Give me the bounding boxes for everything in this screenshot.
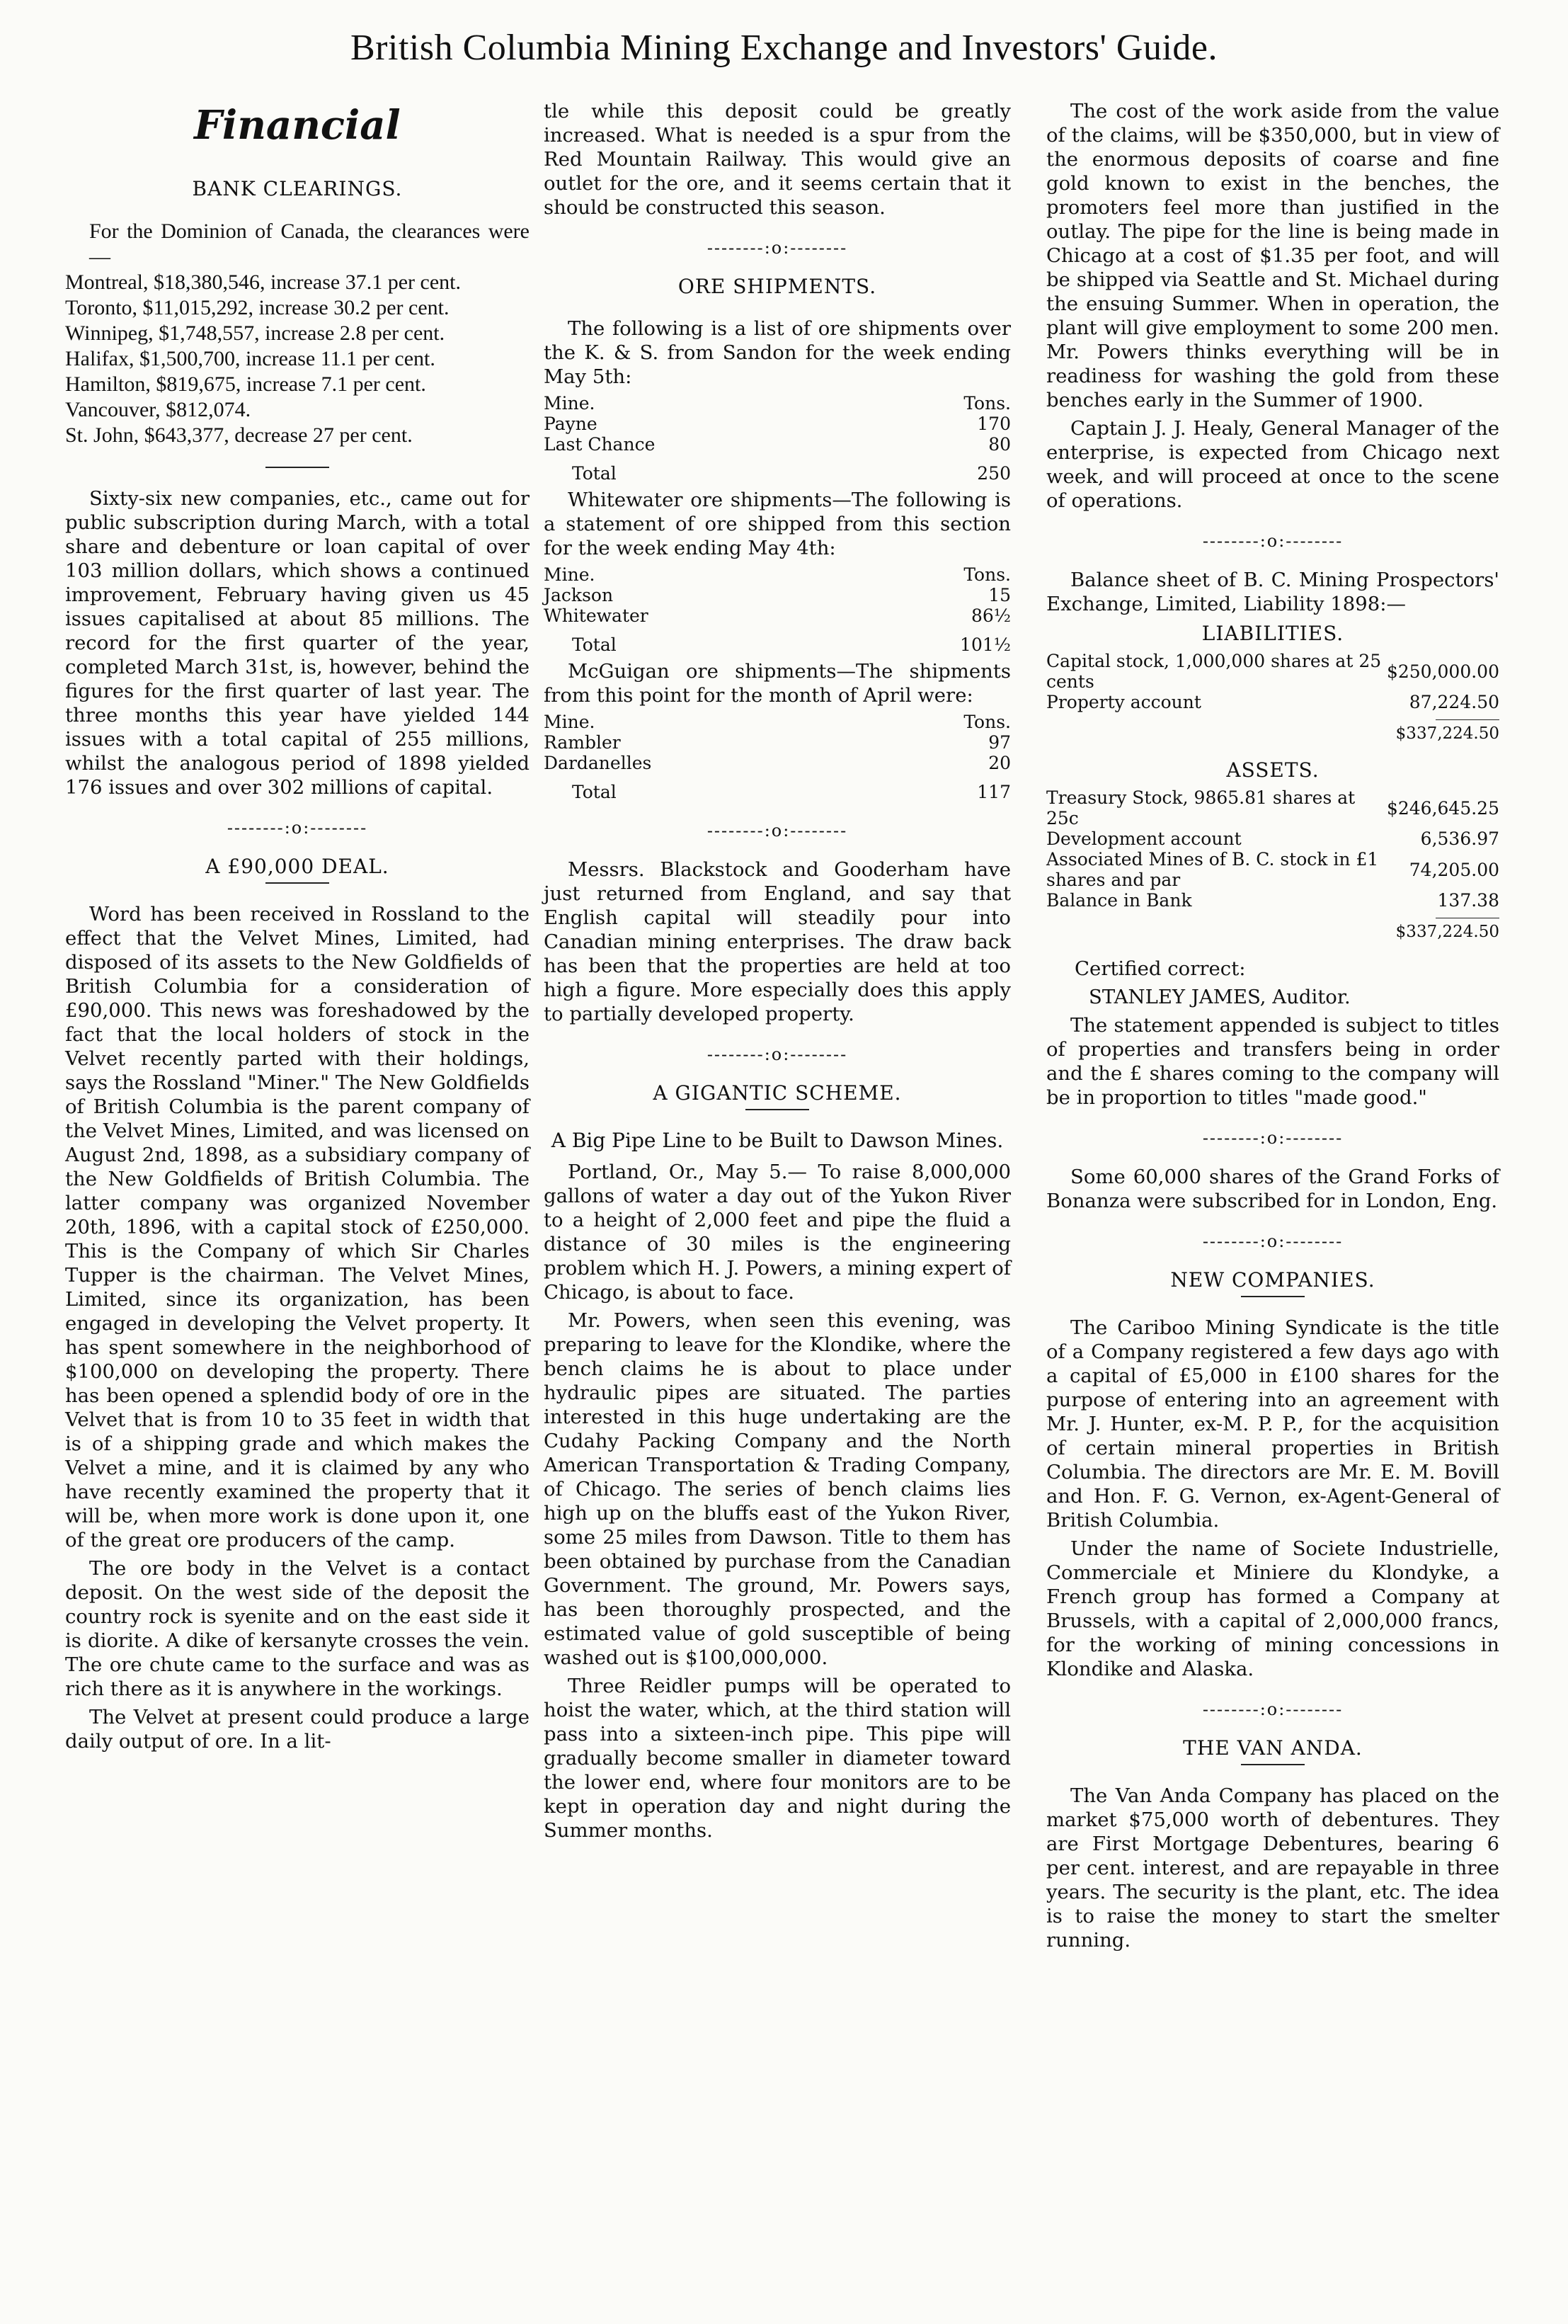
new-companies-paragraph: Sixty-six new companies, etc., came out for public subscription during March, with a total share and debenture or loan capital of over 103 million dollars, which shows a continued improvement, February having given us 45 issues capitalised at about 85 millions. The record for the first quarter of the year, completed March 31st, is, however, behind the figures for the first quarter of last year. The three months this year have yielded 144 issues with a total capital of 255 millions, whilst the analogous period of 1898 yielded 176 issues and over 302 millions of capital. [65,487,530,799]
mine-name: Payne [544,414,597,434]
mcguigan-table [544,712,1011,802]
asset-label: Development account [1046,828,1242,849]
mine-name: Jackson [544,585,614,605]
separator: --------:o:-------- [227,818,368,838]
mine-name: Last Chance [544,434,656,455]
clearing-line: Halifax, $1,500,700, increase 11.1 per cent. [65,347,435,370]
whitewater-intro: Whitewater ore shipments—The following is a statement of ore shipped from this section for the week ending May 4th: [544,489,1011,559]
balance-note: The statement appended is subject to titles of properties and transfers being in order and the £ shares coming to the company will be in proportion to titles "made good." [1046,1014,1499,1109]
assets-total: $337,224.50 [1395,923,1499,941]
clearing-line: Hamilton, $819,675, increase 7.1 per cent. [65,372,426,396]
divider [1241,1296,1305,1297]
gigantic-paragraph: The cost of the work aside from the value of the claims, will be $350,000, but in view of the enormous deposits of coarse and fine gold known to exist in the benches, the promoters feel more than justified in the outlay. The pipe for the line is being made in Chicago at a cost of $1.35 per foot, and will be shipped via Seattle and St. Michael during the ensuing Summer. When in operation, the plant will give employment to some 200 men. Mr. Powers thinks everything will be in readiness for washing the gold from these benches early in the Summer of 1900. [1046,100,1499,411]
blackstock-paragraph: Messrs. Blackstock and Gooderham have just returned from England, and say that English capital will steadily pour into Canadian mining enterprises. The draw back has been that the properties are held at too high a figure. More especially does this apply to partially developed property. [544,858,1011,1025]
total-value: 250 [977,463,1011,484]
ore-intro: The following is a list of ore shipments over the K. & S. from Sandon for the week ending May 5th: [544,317,1011,388]
whitewater-table [544,564,1011,655]
clearing-line: Montreal, $18,380,546, increase 37.1 per cent. [65,270,461,294]
table-row [1046,787,1499,828]
liability-label: Capital stock, 1,000,000 shares at 25 cents [1046,651,1382,692]
col-mine: Mine. [544,393,595,414]
new-companies-heading: NEW COMPANIES. [1170,1268,1375,1292]
bank-clearings-heading: BANK CLEARINGS. [192,177,403,200]
column-1 [65,99,530,1758]
asset-label: Balance in Bank [1046,890,1192,911]
liabilities-table [1046,651,1499,712]
asset-amount: 74,205.00 [1409,859,1499,880]
col-mine: Mine. [544,564,595,585]
gigantic-paragraph: Captain J. J. Healy, General Manager of the enterprise, is expected from Chicago next week, and will proceed at once to the scene of operations. [1046,417,1499,512]
separator: --------:o:-------- [706,238,848,258]
table-row [1046,849,1499,890]
column-3 [1046,99,1499,1956]
divider [265,882,329,884]
divider [265,467,329,468]
separator: --------:o:-------- [1202,1699,1344,1719]
van-anda-paragraph: The Van Anda Company has placed on the market $75,000 worth of debentures. They are First Mortgage Debentures, bearing 6 per cent. interest, and are repayable in three years. The security is the plant, etc. The idea is to raise the money to start the smelter running. [1046,1784,1499,1952]
clearing-line: St. John, $643,377, decrease 27 per cent. [65,423,413,447]
liability-label: Property account [1046,692,1201,712]
assets-table [1046,787,1499,911]
mine-name: Rambler [544,732,621,753]
new-companies-paragraph: Under the name of Societe Industrielle, Commerciale et Miniere du Klondyke, a French group has formed a Company at Brussels, with a capital of 2,000,000 francs, for the working of mining concessions in Klondike and Alaska. [1046,1537,1499,1680]
liabilities-heading: LIABILITIES. [1201,622,1344,645]
clearing-line: Toronto, $11,015,292, increase 30.2 per cent. [65,296,450,319]
col-mine: Mine. [544,712,595,732]
table-row [544,753,1011,773]
masthead: British Columbia Mining Exchange and Investors' Guide. [350,28,1218,68]
liability-amount: $250,000.00 [1386,661,1499,682]
col-tons: Tons. [963,564,1011,585]
bank-clearings-list [65,270,530,448]
separator: --------:o:-------- [1202,1231,1344,1251]
total-label: Total [572,782,617,802]
mine-tons: 170 [977,414,1011,434]
table-row [1046,828,1499,849]
mine-name: Whitewater [544,605,648,626]
mine-tons: 15 [988,585,1011,605]
gigantic-paragraph: Portland, Or., May 5.— To raise 8,000,000 gallons of water a day out of the Yukon River to a height of 2,000 feet and pipe the fluid a distance of 30 miles is the engineering problem which H. J. Powers, a mining expert of Chicago, is about to face. [544,1161,1011,1304]
clearing-line: Winnipeg, $1,748,557, increase 2.8 per cent. [65,321,445,345]
col-tons: Tons. [963,393,1011,414]
col-tons: Tons. [963,712,1011,732]
liabilities-total: $337,224.50 [1395,724,1499,743]
asset-amount: 137.38 [1437,890,1499,911]
table-row [544,434,1011,455]
deal-paragraph: The Velvet at present could produce a large daily output of ore. In a lit- [65,1706,530,1753]
total-value: 101½ [960,634,1011,655]
column-2 [544,99,1011,1847]
table-row [544,605,1011,626]
asset-label: Treasury Stock, 9865.81 shares at 25c [1046,787,1356,828]
assets-heading: ASSETS. [1226,758,1320,782]
mine-name: Dardanelles [544,753,652,773]
deal-continued: tle while this deposit could be greatly increased. What is needed is a spur from the Red Mountain Railway. This would give an outlet for the ore, and it seems certain that it should be constructed this season. [544,100,1011,219]
deal-paragraph: Word has been received in Rossland to the effect that the Velvet Mines, Limited, had disposed of its assets to the New Goldfields of British Columbia for a consideration of £90,000. This news was foreshadowed by the fact that the local holders of stock in the Velvet recently parted with their holdings, says the Rossland "Miner." The New Goldfields of British Columbia is the parent company of the Velvet Mines, Limited, and was licensed on August 2nd, 1898, as a subsidiary company of the New Goldfields of British Columbia. The latter company was organized November 20th, 1896, with a capital stock of £250,000. This is the Company of which Sir Charles Tupper is the chairman. The Velvet Mines, Limited, since its organization, has been engaged in developing the Velvet property. It has spent somewhere in the neighborhood of $100,000 on developing the property. There has been opened a splendid body of ore in the Velvet that is from 10 to 35 feet in width that is of a shipping grade and which makes the Velvet a mine, and it is claimed by any who have recently examined the property that it will be, when more work is done upon it, one of the great ore producers of the camp. [65,903,530,1551]
gigantic-paragraph: Three Reidler pumps will be operated to hoist the water, which, at the third station will pass into a sixteen-inch pipe. This pipe will gradually become smaller in diameter toward the lower end, where four monitors are to be kept in operation day and night during the Summer months. [544,1675,1011,1842]
table-row [1046,651,1499,692]
certified-label: Certified correct: [1075,957,1246,980]
section-title: Financial [194,102,401,149]
deal-paragraph: The ore body in the Velvet is a contact deposit. On the west side of the deposit the country rock is syenite and on the east side it is diorite. A dike of kersanyte crosses the vein. The ore chute came to the surface and was as rich there as it is anywhere in the workings. [65,1557,530,1700]
divider [1436,719,1499,720]
gigantic-subhead: A Big Pipe Line to be Built to Dawson Mines. [551,1129,1004,1152]
ore-heading: ORE SHIPMENTS. [677,275,877,298]
auditor-signature: STANLEY JAMES, Auditor. [1089,986,1351,1008]
mine-tons: 80 [988,434,1011,455]
separator: --------:o:-------- [706,1044,848,1064]
total-row [544,626,1011,655]
table-row [1046,890,1499,911]
separator: --------:o:-------- [1202,531,1344,551]
mine-tons: 97 [988,732,1011,753]
total-label: Total [572,463,617,484]
balance-intro: Balance sheet of B. C. Mining Prospectors' Exchange, Limited, Liability 1898:— [1046,569,1499,615]
new-companies-paragraph: The Cariboo Mining Syndicate is the title of a Company registered a few days ago with a capital of £5,000 in £100 shares for the purpose of entering into an agreement with Mr. J. Hunter, ex-M. P. P., for the acquisition of certain mineral properties in British Columbia. The directors are Mr. E. M. Bovill and Hon. F. G. Vernon, ex-Agent-General of British Columbia. [1046,1316,1499,1532]
separator: --------:o:-------- [706,821,848,841]
sandon-table [544,393,1011,484]
asset-label: Associated Mines of B. C. stock in £1 shares and par [1046,849,1379,890]
table-row [1046,692,1499,712]
table-row [544,414,1011,434]
mcguigan-intro: McGuigan ore shipments—The shipments from this point for the month of April were: [544,660,1011,707]
divider [1241,1764,1305,1765]
divider [745,1109,809,1110]
gigantic-paragraph: Mr. Powers, when seen this evening, was preparing to leave for the Klondike, where the bench claims he is about to place under hydraulic pipes are situated. The parties interested in this huge undertaking are the Cudahy Packing Company and the North American Transportation & Trading Company, of Chicago. The series of bench claims lies high up on the bluffs east of the Yukon River, some 25 miles from Dawson. Title to them has been obtained by purchase from the Canadian Government. The ground, Mr. Powers says, has been thoroughly prospected, and the estimated value of gold susceptible of being washed out is $100,000,000. [544,1309,1011,1669]
van-anda-heading: THE VAN ANDA. [1183,1736,1363,1760]
asset-amount: $246,645.25 [1386,797,1499,819]
total-value: 117 [977,782,1011,802]
bank-clearings-intro: For the Dominion of Canada, the clearances were— [89,220,530,268]
mine-tons: 86½ [971,605,1011,626]
clearing-line: Vancouver, $812,074. [65,398,251,421]
asset-amount: 6,536.97 [1420,828,1499,849]
gigantic-heading: A GIGANTIC SCHEME. [653,1081,902,1105]
table-row [544,585,1011,605]
separator: --------:o:-------- [1202,1128,1344,1148]
grand-forks-paragraph: Some 60,000 shares of the Grand Forks of Bonanza were subscribed for in London, Eng. [1046,1166,1499,1212]
table-row [544,732,1011,753]
deal-heading: A £90,000 DEAL. [205,855,389,878]
mine-tons: 20 [988,753,1011,773]
total-row [544,455,1011,484]
total-label: Total [572,634,617,655]
total-row [544,773,1011,802]
liability-amount: 87,224.50 [1409,692,1499,712]
